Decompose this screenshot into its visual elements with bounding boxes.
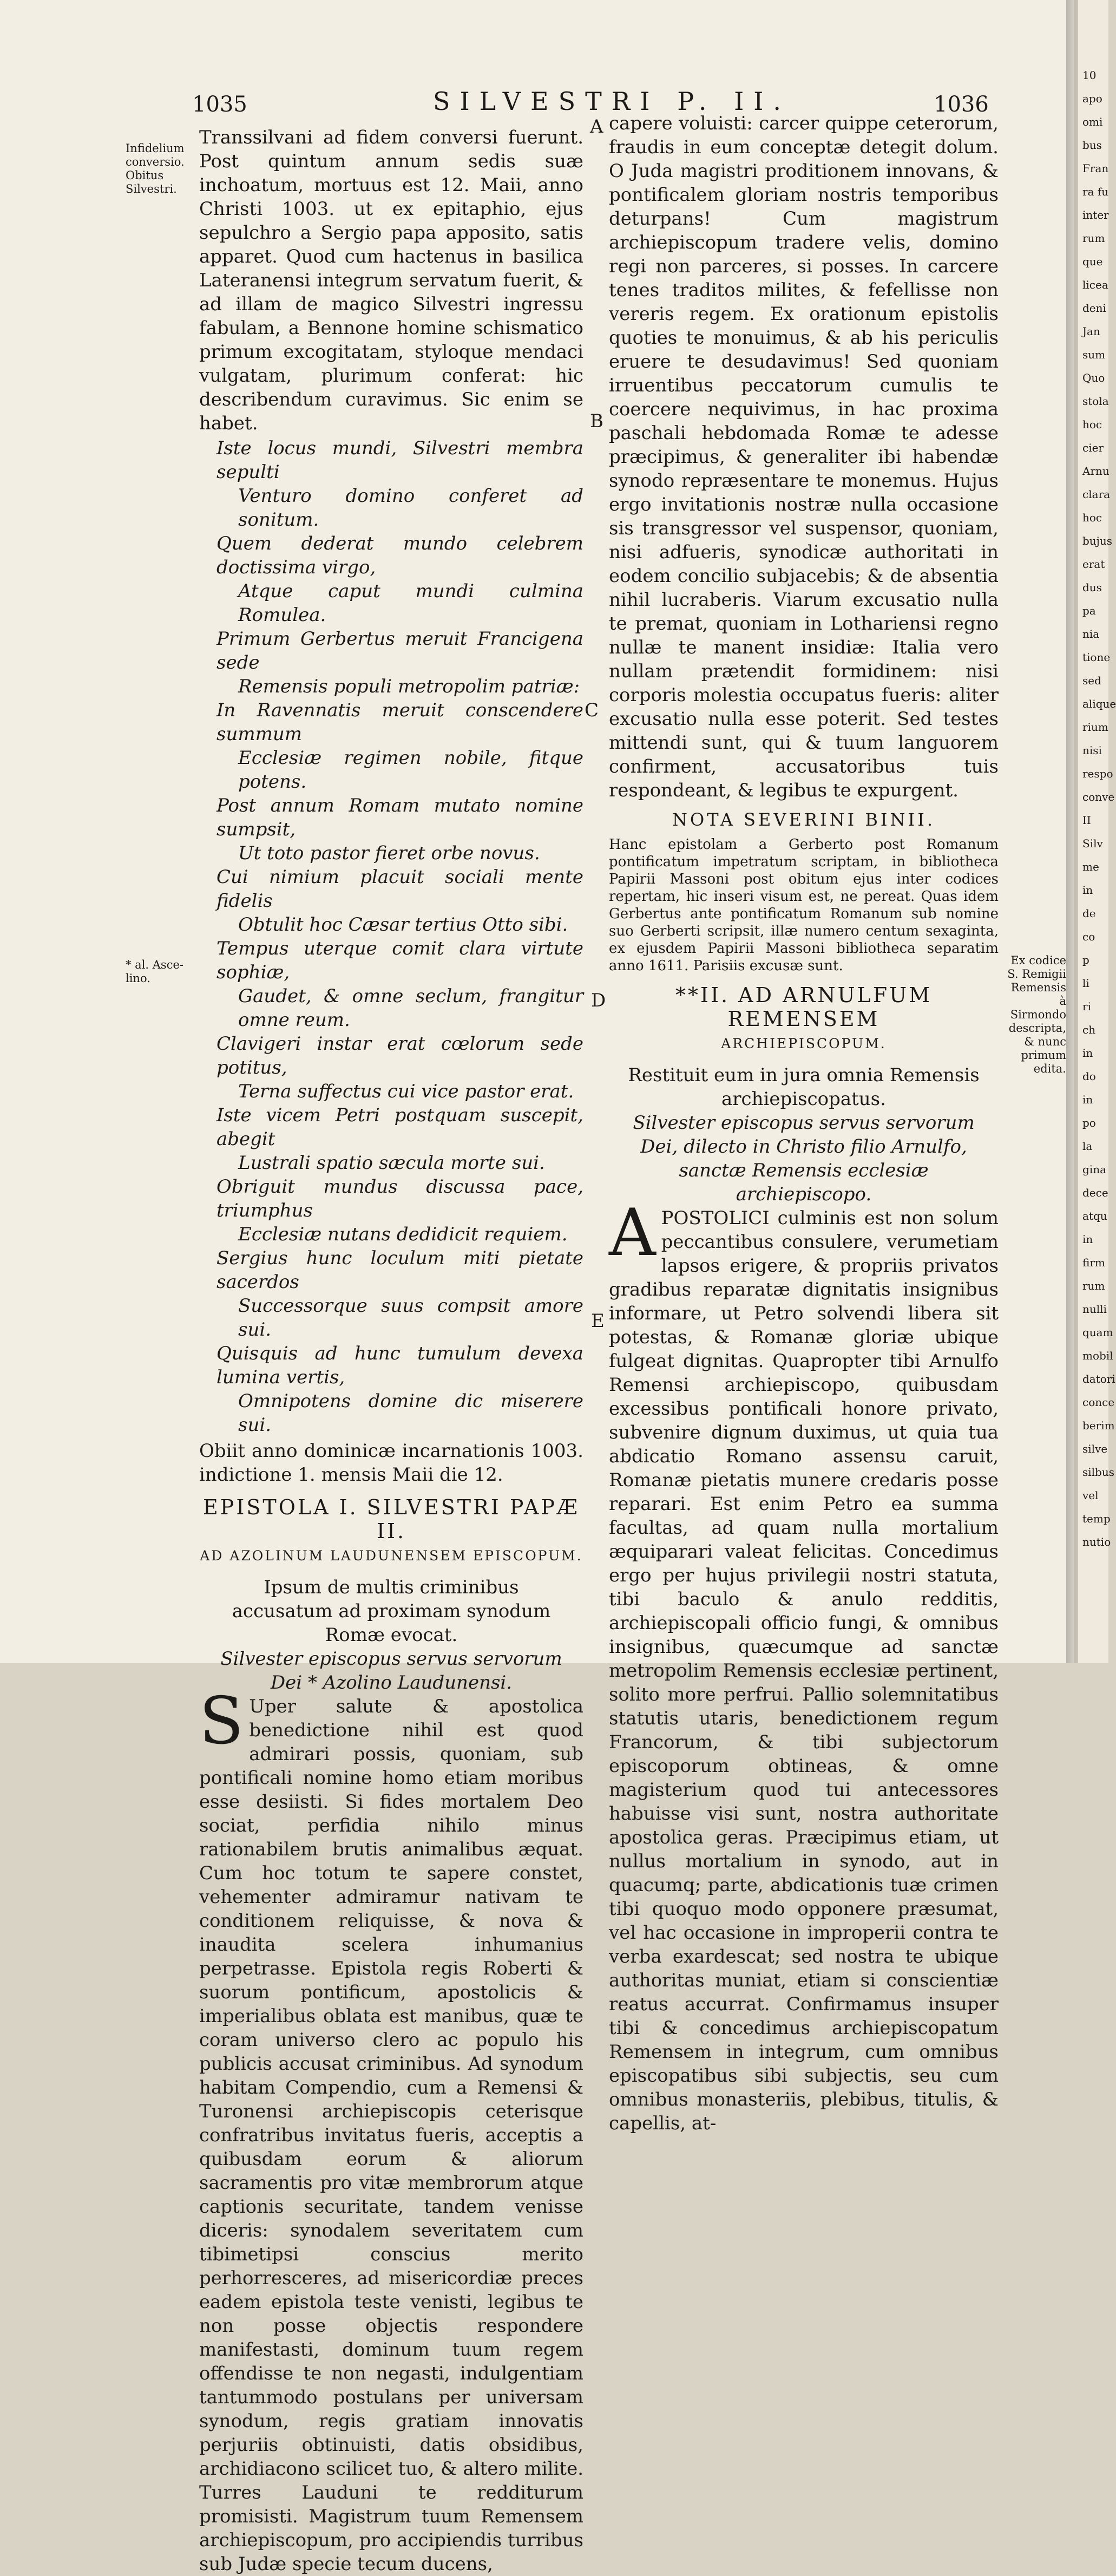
facing-page-fragment: gina [1082, 1163, 1107, 1176]
facing-page-fragment: omi [1082, 115, 1103, 128]
facing-page-fragment: ri [1082, 1000, 1091, 1013]
epitaph-line: Terna suffectus cui vice pastor erat. [238, 1081, 574, 1102]
obit-paragraph: Obiit anno dominicæ incarnationis 1003. indictione 1. mensis Maii die 12. [199, 1440, 583, 1486]
epitaph-line: Iste vicem Petri postquam suscepit, abegit [216, 1104, 583, 1150]
facing-page-fragment: atqu [1082, 1209, 1107, 1222]
facing-page-fragment: Quo [1082, 371, 1105, 384]
drop-cap-a: A [609, 1195, 656, 1271]
facing-page-fragment: stola [1082, 395, 1109, 408]
page-number-right: 1036 [934, 92, 989, 117]
note-title: NOTA SEVERINI BINII. [672, 809, 935, 830]
margin-note-codex: Ex codice S. Remigii Remensis à Sirmondo descripta, & nunc primum edita. [1007, 954, 1066, 1075]
facing-page-fragment: de [1082, 907, 1096, 920]
facing-page-fragment: me [1082, 860, 1099, 873]
epitaph-line: Gaudet, & omne seclum, frangitur omne reum. [238, 985, 583, 1031]
facing-page-fragment: datori [1082, 1372, 1115, 1385]
facing-page-fragment: rum [1082, 232, 1105, 245]
facing-page-fragment: cier [1082, 441, 1104, 454]
epitaph-line: Post annum Romam mutato nomine sumpsit, [216, 795, 583, 840]
epitaph-line: In Ravennatis meruit conscendere summum [216, 699, 583, 745]
epistle-1-continuation: capere voluisti: carcer quippe ceterorum, fraudis in eum conceptæ detegit dolum. O Juda magistri proditionem innovans, & pontificalem gloriam nostris temporibus deturpans! Cum magistrum archiepiscopum tradere velis, domino regi non parceres, si posses. In carcere tenes traditos milites, & fefellisse non vereris regem. Ex orationum epistolis quoties te monuimus, & ab his periculis eruere te desudavimus! Sed quoniam irruentibus peccatorum cumulis te coercere nequivimus, in hac proxima paschali hebdomada Romæ te adesse præcipimus, & generaliter ibi habendæ synodo repræsentare te monemus. Hujus ergo invitationis nostræ nulla occasione sis transgressor vel suspensor, quoniam, nisi adfueris, synodicæ authoritati in eodem concilio subjacebis; & de absentia nihil lucraberis. Viarum excusatio nulla te premat, quoniam in Lothariensi regno nullæ te manent insidiæ: Italia vero nullam prætendit formidinem: nisi corporis molestia occupatus fueris: aliter excusatio nulla esse poterit. Sed testes mittendi sunt, qui & tuum languorem confirment, accusatoribus tuis respondeant, & legibus te expurgent. [609, 113, 999, 801]
facing-page-fragment: conce [1082, 1396, 1115, 1409]
facing-page-fragment: nulli [1082, 1303, 1107, 1316]
epistle-2-title: **II. AD ARNULFUM REMENSEM [675, 983, 933, 1031]
facing-page-fragment: co [1082, 930, 1095, 943]
epitaph-line: Atque caput mundi culmina Romulea. [238, 580, 583, 626]
facing-page-fragment: Jan [1082, 325, 1100, 338]
epitaph-line: Venturo domino conferet ad sonitum. [238, 485, 583, 531]
facing-page-edge [1078, 0, 1116, 1663]
facing-page-fragment: mobil [1082, 1349, 1113, 1362]
facing-page-fragment: que [1082, 255, 1103, 268]
facing-page-fragment: in [1082, 1233, 1093, 1246]
facing-page-fragment: in [1082, 1047, 1093, 1060]
facing-page-fragment: Silv [1082, 837, 1103, 850]
facing-page-fragment: conve [1082, 790, 1115, 803]
facing-page-fragment: do [1082, 1070, 1096, 1083]
facing-page-fragment: hoc [1082, 511, 1102, 524]
epistle-2-argument: Restituit eum in jura omnia Remensis archiepiscopatus. [628, 1064, 980, 1110]
facing-page-fragment: ch [1082, 1023, 1096, 1036]
facing-page-fragment: Arnu [1082, 465, 1110, 478]
facing-page-fragment: rium [1082, 721, 1108, 734]
facing-page-fragment: berim [1082, 1419, 1115, 1432]
epitaph-line: Tempus uterque comit clara virtute sophiæ, [216, 938, 583, 983]
facing-page-fragment: 10 [1082, 69, 1097, 82]
facing-page-fragment: silve [1082, 1442, 1108, 1455]
epitaph [199, 436, 583, 1437]
facing-page-fragment: erat [1082, 558, 1105, 571]
note-text: Hanc epistolam a Gerberto post Romanum pontificatum impetratum scriptam, in bibliotheca Papirii Massoni post obitum ejus inter codices repertam, hic inseri visum est, ne pereat. Quas idem Gerbertus ante pontificatum Romanum sub nomine suo Gerberti scripsit, illæ numero centum sexaginta, ex ejusdem Papirii Massoni bibliotheca separatim anno 1611. Parisiis excusæ sunt. [609, 836, 999, 974]
facing-page-fragment: rum [1082, 1279, 1105, 1292]
facing-page-fragment: sed [1082, 674, 1101, 687]
epistle-2-address: Silvester episcopus servus servorum Dei, dilecto in Christo filio Arnulfo, sanctæ Remensis ecclesiæ archiepiscopo. [633, 1112, 975, 1205]
running-title: SILVESTRI P. II. [433, 87, 791, 116]
right-column [609, 112, 999, 2135]
facing-page-fragment: p [1082, 953, 1089, 966]
epitaph-line: Ecclesiæ regimen nobile, fitque potens. [238, 747, 583, 793]
epistle-1-subtitle: AD AZOLINUM LAUDUNENSEM EPISCOPUM. [200, 1548, 583, 1564]
facing-page-fragment: bujus [1082, 534, 1113, 547]
facing-page-fragment: firm [1082, 1256, 1105, 1269]
facing-page-fragment: nia [1082, 627, 1100, 640]
section-letter-a: A [590, 116, 603, 138]
section-letter-e: E [591, 1310, 605, 1332]
facing-page-fragment: bus [1082, 139, 1102, 152]
epitaph-line: Quem dederat mundo celebrem doctissima virgo, [216, 533, 583, 578]
facing-page-fragment: silbus [1082, 1466, 1115, 1479]
facing-page-fragment: sum [1082, 348, 1106, 361]
epitaph-line: Cui nimium placuit sociali mente fidelis [216, 866, 583, 912]
epitaph-line: Quisquis ad hunc tumulum devexa lumina vertis, [216, 1343, 583, 1388]
facing-page-fragment: dece [1082, 1186, 1108, 1199]
epistle-1-title: EPISTOLA I. SILVESTRI PAPÆ II. [203, 1495, 580, 1543]
epitaph-line: Successorque suus compsit amore sui. [238, 1295, 583, 1341]
section-letter-b: B [590, 410, 603, 432]
epitaph-line: Clavigeri instar erat cœlorum sede potitus, [216, 1033, 583, 1078]
facing-page-fragment: la [1082, 1140, 1093, 1153]
facing-page-fragment: respo [1082, 767, 1113, 780]
facing-page-fragment: quam [1082, 1326, 1113, 1339]
epitaph-line: Ut toto pastor fieret orbe novus. [238, 842, 540, 864]
facing-page-fragment: in [1082, 1093, 1093, 1106]
epistle-2-subtitle: ARCHIEPISCOPUM. [721, 1036, 887, 1051]
facing-page-fragment: ra fu [1082, 185, 1109, 198]
facing-page-fragment: pa [1082, 604, 1096, 617]
facing-page-fragment: inter [1082, 208, 1109, 221]
facing-page-fragment: alique [1082, 697, 1116, 710]
epistle-2-body [609, 1195, 999, 2135]
epistle-1-body [199, 1684, 583, 2576]
facing-page-fragment: in [1082, 884, 1093, 897]
left-column [199, 126, 583, 2576]
facing-page-fragment: clara [1082, 488, 1111, 501]
section-letter-c: C [585, 699, 599, 721]
epitaph-line: Iste locus mundi, Silvestri membra sepulti [216, 437, 583, 483]
facing-page-fragment: deni [1082, 302, 1106, 315]
epitaph-line: Omnipotens domine dic miserere sui. [238, 1390, 583, 1436]
facing-page-fragment: vel [1082, 1489, 1099, 1502]
facing-page-fragment: II [1082, 814, 1091, 827]
facing-page-fragment: po [1082, 1116, 1096, 1129]
epistle-1-text: Uper salute & apostolica benedictione nihil est quod admirari possis, quoniam, sub pontificali nomine homo etiam moribus esse desiisti. Si fides mortalem Deo sociat, perfidia nihilo minus rationabilem brutis animalibus æquat. Cum hoc totum te sapere constet, vehementer admiramur nativam te conditionem reliquisse, & nova & inaudita scelera inhumanius perpetrasse. Epistola regis Roberti & suorum pontificum, apostolicis & imperialibus oblata est manibus, quæ te coram universo clero ac populo his publicis accusat criminibus. Ad synodum habitam Compendio, cum a Remensi & Turonensi archiepiscopis ceterisque confratribus invitatus fueris, acceptis a quibusdam eorum & aliorum sacramentis pro vitæ membrorum atque captionis securitate, tandem venisse diceris: synodalem severitatem cum tibimetipsi conscius merito perhorresceres, ad misericordiæ preces eadem epistola teste venisti, legibus te non posse objectis respondere manifestasti, dominum tuum regem offendisse te non negasti, indulgentiam tantummodo postulans per universam synodum, regis gratiam innovatis perjuriis obtinuisti, datis obsidibus, archidiacono scilicet tuo, & altero milite. Turres Lauduni te redditurum promisisti. Magistrum tuum Remensem archiepiscopum, pro accipiendis turribus sub Judæ specie tecum ducens, [199, 1696, 583, 2575]
epitaph-line: Ecclesiæ nutans dedidicit requiem. [238, 1224, 568, 1245]
facing-page-fragment: hoc [1082, 418, 1102, 431]
facing-page-fragment: temp [1082, 1512, 1111, 1525]
section-letter-d: D [591, 990, 606, 1011]
facing-page-fragment: nutio [1082, 1535, 1111, 1548]
facing-page-fragment: apo [1082, 92, 1102, 105]
facing-page-fragment: dus [1082, 581, 1102, 594]
drop-cap-s: S [199, 1684, 244, 1759]
epistle-1-argument: Ipsum de multis criminibus accusatum ad proximam synodum Romæ evocat. [232, 1577, 551, 1646]
epitaph-line: Primum Gerbertus meruit Francigena sede [216, 628, 583, 674]
epistle-2-text: POSTOLICI culminis est non solum peccantibus consulere, verumetiam lapsos erigere, & propriis privatos gradibus reparatæ dignitatis insignibus informare, ut Petro solvendi libera sit potestas, & Romanæ gloriæ ubique fulgeat dignitas. Quapropter tibi Arnulfo Remensi archiepiscopo, quibusdam excessibus pontificali honore privato, subvenire dignum duximus, ut quia tua abdicatio Romano assensu caruit, Romanæ pietatis munere credaris posse reparari. Est enim Petro ea summa facultas, ad quam nulla mortalium æquiparari valeat felicitas. Concedimus ergo per hujus privilegii nostri statuta, tibi baculo & anulo redditis, archiepiscopali officio fungi, & omnibus insignibus, quæcumque ad sanctæ metropolim Remensis ecclesiæ pertinent, solito more perfrui. Pallio solemnitatibus statutis utaris, benedictionem regum Francorum, & tibi subjectorum episcoporum obtineas, & omne magisterium quod tui antecessores habuisse visi sunt, nostra authoritate apostolica geras. Præcipimus etiam, ut nullus mortalium in synodo, aut in quacumq; parte, abdicationis tuæ crimen tibi quoquo modo opponere præsumat, vel hac occasione in improperii contra te verba exardescat; sed nostra te ubique authoritas muniat, etiam si conscientiæ reatus accurrat. Confirmamus insuper tibi & concedimus archiepiscopatum Remensem in integrum, cum omnibus episcopatibus sibi subjectis, seu cum omnibus monasteriis, plebibus, titulis, & capellis, at- [609, 1207, 999, 2134]
facing-page-fragment: licea [1082, 278, 1108, 291]
facing-page-fragment: Fran [1082, 162, 1109, 175]
margin-note-ascelino: * al. Asce-lino. [126, 958, 183, 985]
epistle-1-address: Silvester episcopus servus servorum Dei * Azolino Laudunensi. [220, 1648, 562, 1694]
epitaph-line: Remensis populi metropolim patriæ: [238, 676, 580, 697]
facing-page-fragment: tione [1082, 651, 1111, 664]
epitaph-line: Sergius hunc loculum miti pietate sacerdos [216, 1247, 583, 1293]
facing-page-fragment: li [1082, 977, 1089, 990]
intro-paragraph: Transsilvani ad fidem conversi fuerunt. Post quintum annum sedis suæ inchoatum, mortuus est 12. Maii, anno Christi 1003. ut ex epitaphio, ejus sepulchro a Sergio papa apposito, satis apparet. Quod cum hactenus in basilica Lateranensi integrum servatum fuerit, & ad illam de magico Silvestri ingressu fabulam, a Bennone homine schismatico primum excogitatam, styloque mendaci vulgatam, plurimum conferat: hic describendum curavimus. Sic enim se habet. [199, 127, 583, 434]
epitaph-line: Lustrali spatio sæcula morte sui. [238, 1152, 545, 1174]
epitaph-line: Obtulit hoc Cæsar tertius Otto sibi. [238, 914, 568, 936]
margin-note-infidelium: Infidelium conversio. Obitus Silvestri. [126, 142, 185, 195]
epitaph-line: Obriguit mundus discussa pace, triumphus [216, 1176, 583, 1221]
facing-page-fragment: nisi [1082, 744, 1102, 757]
page-number-left: 1035 [192, 92, 247, 117]
